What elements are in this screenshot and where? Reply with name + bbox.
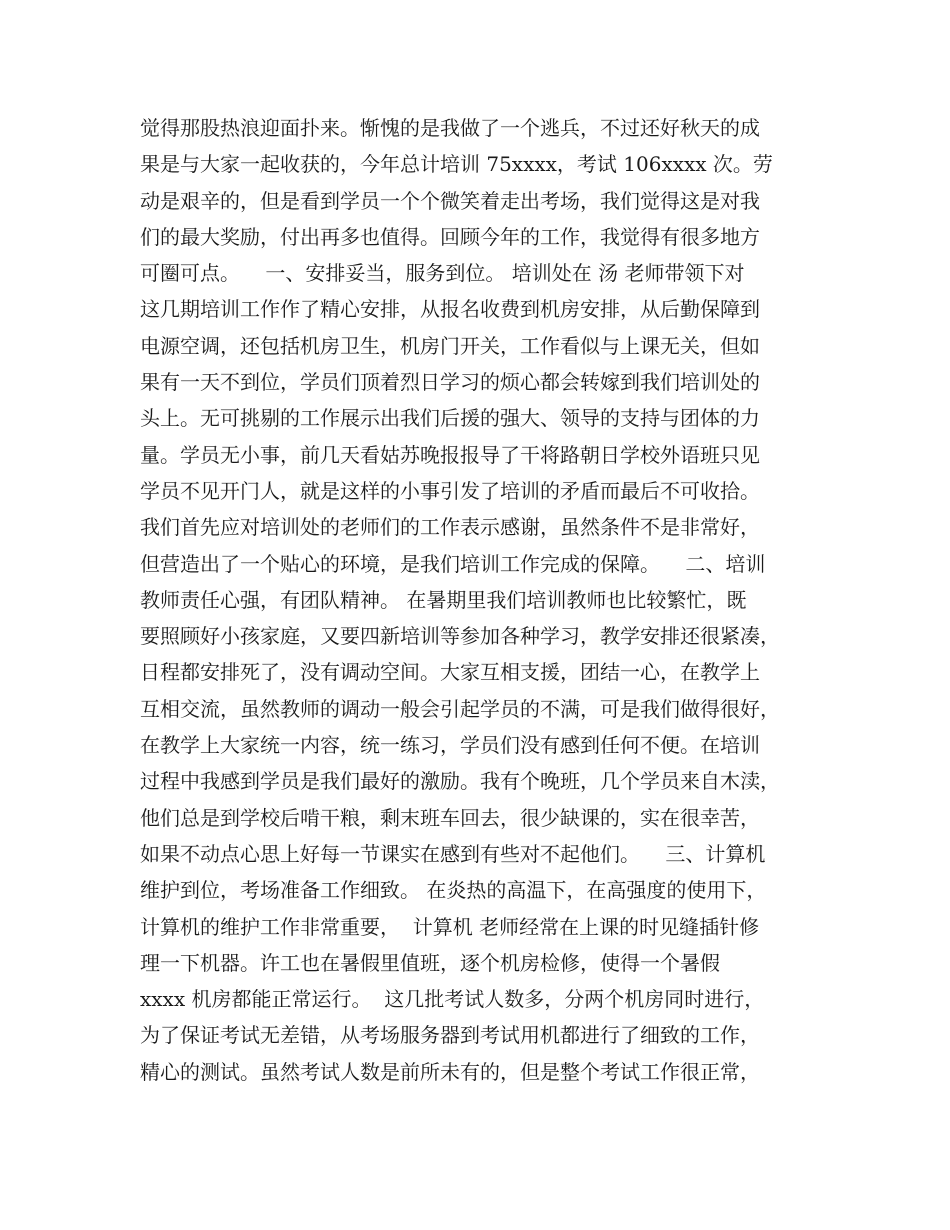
text-line: 头上。无可挑剔的工作展示出我们后援的强大、领导的支持与团体的力 [140,406,760,431]
text-line: 过程中我感到学员是我们最好的激励。我有个晚班，几个学员来自木渎， [140,769,780,794]
text-line: 学员不见开门人，就是这样的小事引发了培训的矛盾而最后不可收拾。 [140,478,760,503]
text-line: 日程都安排死了，没有调动空间。大家互相支援，团结一心，在教学上 [140,660,760,685]
text-line: 觉得那股热浪迎面扑来。惭愧的是我做了一个逃兵，不过还好秋天的成 [140,116,760,140]
text-line: 如果不动点心思上好每一节课实在感到有些对不起他们。 三、计算机 [140,841,766,866]
text-line: 理一下机器。许工也在暑假里值班，逐个机房检修，使得一个暑假 [140,950,720,975]
text-line: 但营造出了一个贴心的环境，是我们培训工作完成的保障。 二、培训 [140,551,766,576]
text-line: 为了保证考试无差错，从考场服务器到考试用机都进行了细致的工作， [140,1023,760,1048]
text-line: 动是艰辛的，但是看到学员一个个微笑着走出考场，我们觉得这是对我 [140,188,760,213]
text-line: 可圈可点。 一、安排妥当，服务到位。 培训处在 汤 老师带领下对 [140,261,745,286]
body-text [140,110,830,1090]
text-line: xxxx 机房都能正常运行。 这几批考试人数多，分两个机房同时进行， [140,987,765,1012]
text-line: 在教学上大家统一内容，统一练习，学员们没有感到任何不便。在培训 [140,733,760,758]
text-line: 果有一天不到位，学员们顶着烈日学习的烦心都会转嫁到我们培训处的 [140,370,760,395]
text-line: 要照顾好小孩家庭，又要四新培训等参加各种学习，教学安排还很紧凑， [140,624,780,649]
text-line: 这几期培训工作作了精心安排，从报名收费到机房安排，从后勤保障到 [140,297,760,322]
text-line: 他们总是到学校后啃干粮，剩末班车回去，很少缺课的，实在很幸苦， [140,805,760,830]
text-line: 教师责任心强，有团队精神。 在暑期里我们培训教师也比较繁忙，既 [140,587,747,612]
text-line: 计算机的维护工作非常重要， 计算机 老师经常在上课的时见缝插针修 [140,914,760,939]
text-line: 精心的测试。虽然考试人数是前所未有的，但是整个考试工作很正常， [140,1059,760,1084]
text-line: 电源空调，还包括机房卫生，机房门开关，工作看似与上课无关，但如 [140,333,760,358]
text-line: 我们首先应对培训处的老师们的工作表示感谢，虽然条件不是非常好， [140,515,760,540]
text-line: 量。学员无小事，前几天看姑苏晚报报导了干将路朝日学校外语班只见 [140,442,760,467]
text-line: 们的最大奖励，付出再多也值得。回顾今年的工作，我觉得有很多地方 [140,224,760,249]
text-line: 果是与大家一起收获的，今年总计培训 75xxxx，考试 106xxxx 次。劳 [140,152,773,177]
text-line: 维护到位，考场准备工作细致。 在炎热的高温下，在高强度的使用下， [140,878,767,903]
text-line: 互相交流，虽然教师的调动一般会引起学员的不满，可是我们做得很好， [140,696,780,721]
